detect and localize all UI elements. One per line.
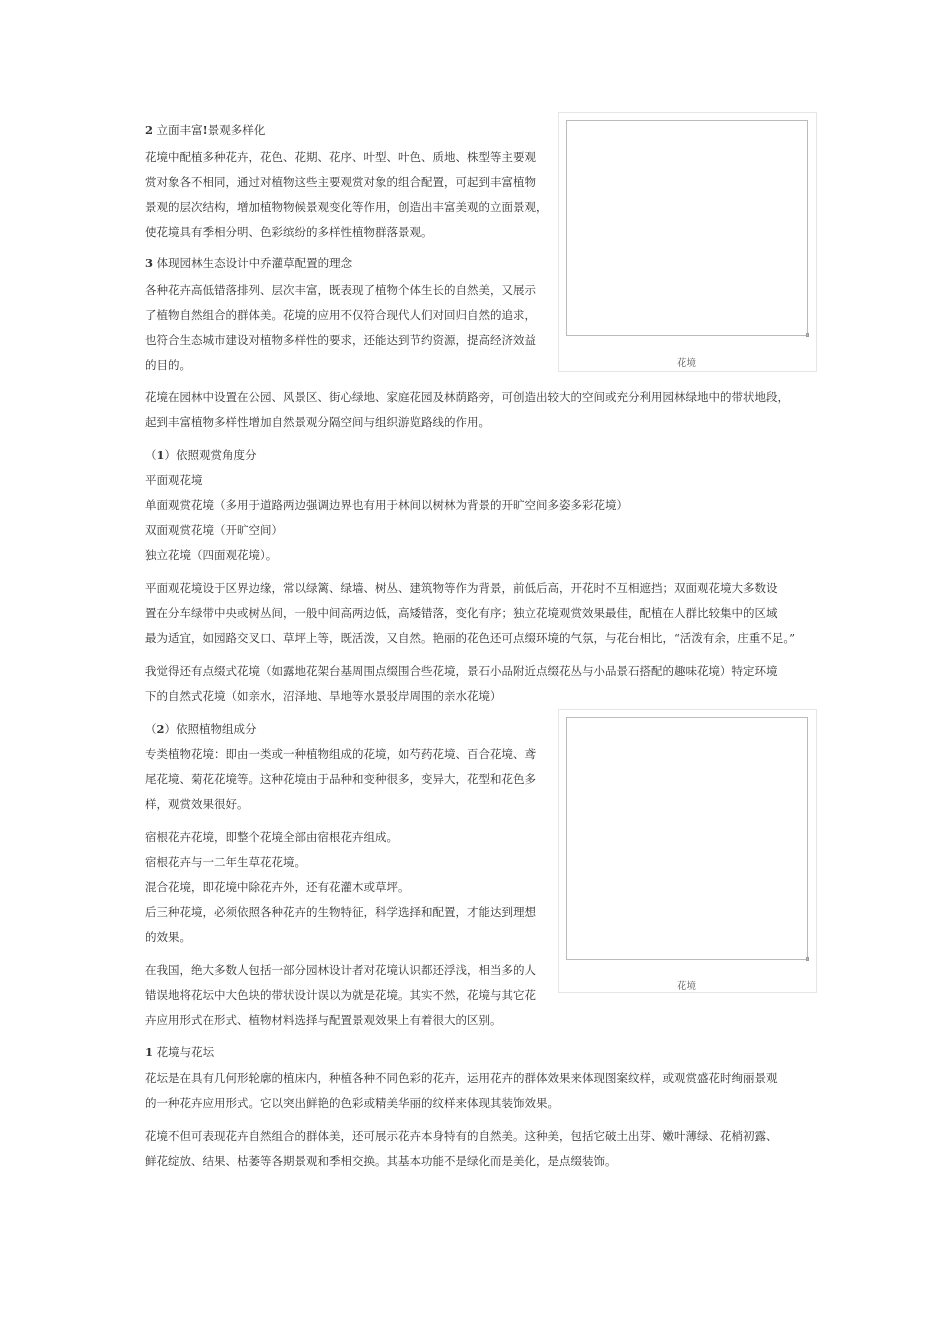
heading-number: 3 [145, 256, 154, 270]
resize-handle-icon [806, 333, 809, 337]
text-line: 花坛是在具有几何形轮廓的植床内，种植各种不同色彩的花卉，运用花卉的群体效果来体现图案纹样，或观赏盛花时绚丽景观 [145, 1071, 778, 1085]
list-item: 独立花境（四面观花境）。 [145, 548, 278, 562]
paragraph-usage [145, 385, 789, 435]
heading-text: 体现园林生态设计中乔灌草配置的理念 [156, 256, 353, 270]
paragraph-flower-border [145, 1124, 778, 1174]
image-placeholder [566, 717, 808, 960]
text-line: 花境不但可表现花卉自然组合的群体美，还可展示花卉本身特有的自然美。这种美，包括它破土出芽、嫩叶薄绿、花梢初露、 [145, 1129, 778, 1143]
text-line: 尾花境、菊花花境等。这种花境由于品种和变种很多，变异大，花型和花色多 [145, 772, 536, 786]
heading-text-rest: 景观多样化 [207, 123, 266, 137]
heading-number: 2 [145, 123, 154, 137]
figure-flower-border-1 [558, 112, 817, 372]
text-line: 花境中配植多种花卉，花色、花期、花序、叶型、叶色、质地、株型等主要观 [145, 150, 536, 164]
paragraph-plane-border [145, 576, 795, 651]
heading-mark: ! [202, 123, 208, 137]
text-line: 各种花卉高低错落排列、层次丰富，既表现了植物个体生长的自然美，又展示 [145, 283, 536, 297]
text-line: 后三种花境，必须依照各种花卉的生物特征，科学选择和配置，才能达到理想 [145, 905, 536, 919]
figure-caption: 花境 [677, 981, 697, 992]
text-line: 的效果。 [145, 930, 191, 944]
figure-flower-border-2 [558, 709, 817, 993]
text-line: 也符合生态城市建设对植物多样性的要求，还能达到节约资源，提高经济效益 [145, 333, 536, 347]
resize-handle-icon [806, 957, 809, 961]
heading-text: 立面丰富 [156, 123, 203, 137]
text-line: 最为适宜，如园路交叉口、草坪上等，既活泼，又自然。艳丽的花色还可点缀环境的气氛，与花台相比，“活泼有余，庄重不足。” [145, 631, 796, 645]
text-line: 的一种花卉应用形式。它以突出鲜艳的色彩或精美华丽的纹样来体现其装饰效果。 [145, 1096, 559, 1110]
heading-section-3 [145, 251, 352, 276]
heading-number: 2 [156, 722, 165, 736]
text-line: 下的自然式花境（如亲水，沼泽地、旱地等水景驳岸周围的亲水花境） [145, 689, 502, 703]
list-item: 双面观赏花境（开旷空间） [145, 523, 283, 537]
list-item: 单面观赏花境（多用于道路两边强调边界也有用于林间以树林为背景的开旷空间多姿多彩花境） [145, 498, 628, 512]
text-line: 花境在园林中设置在公园、风景区、街心绿地、家庭花园及林荫路旁，可创造出较大的空间或充分利用园林绿地中的带状地段， [145, 390, 789, 404]
heading-by-viewing-angle [145, 443, 257, 468]
heading-number: 1 [145, 1045, 154, 1059]
figure-caption: 花境 [677, 358, 697, 369]
paragraph-specialty-border [145, 742, 536, 817]
list-item: 混合花境，即花境中除花卉外，还有花灌木或草坪。 [145, 880, 410, 894]
paragraph-latter-three [145, 900, 536, 950]
paragraph-flower-bed [145, 1066, 778, 1116]
paragraph-facade [145, 145, 548, 245]
list-item: 平面观花境 [145, 473, 203, 487]
text-line: 在我国，绝大多数人包括一部分园林设计者对花境认识都还浮浅，相当多的人 [145, 963, 536, 977]
paragraph-in-china [145, 958, 536, 1033]
heading-border-vs-bed [145, 1040, 214, 1065]
heading-open: （ [145, 448, 157, 462]
heading-section-2 [145, 118, 265, 143]
paragraph-ecology [145, 278, 536, 378]
list-plant-types [145, 825, 410, 900]
text-line: 样，观赏效果很好。 [145, 797, 249, 811]
image-placeholder [566, 120, 808, 336]
list-viewing-types [145, 468, 628, 568]
text-line: 置在分车绿带中央或树丛间，一般中间高两边低，高矮错落，变化有序；独立花境观赏效果最佳，配植在人群比较集中的区域 [145, 606, 778, 620]
heading-text: 花境与花坛 [156, 1045, 215, 1059]
text-line: 错误地将花坛中大色块的带状设计误以为就是花境。其实不然，花境与其它花 [145, 988, 536, 1002]
text-line: 我觉得还有点缀式花境（如露地花架台基周围点缀围合些花境，景石小品附近点缀花丛与小品景石搭配的趣味花境）特定环境 [145, 664, 778, 678]
text-line: 赏对象各不相同，通过对植物这些主要观赏对象的组合配置，可起到丰富植物 [145, 175, 536, 189]
list-item: 宿根花卉与一二年生草花花境。 [145, 855, 306, 869]
text-line: 卉应用形式在形式、植物材料选择与配置景观效果上有着很大的区别。 [145, 1013, 502, 1027]
paragraph-dot-border [145, 659, 778, 709]
heading-open: （ [145, 722, 157, 736]
text-line: 的目的。 [145, 358, 191, 372]
heading-text: ）依照观赏角度分 [164, 448, 257, 462]
text-line: 专类植物花境：即由一类或一种植物组成的花境，如芍药花境、百合花境、鸢 [145, 747, 536, 761]
list-item: 宿根花卉花境，即整个花境全部由宿根花卉组成。 [145, 830, 398, 844]
heading-text: ）依照植物组成分 [164, 722, 257, 736]
text-line: 鲜花绽放、结果、枯萎等各期景观和季相交换。其基本功能不是绿化而是美化，是点缀装饰。 [145, 1154, 617, 1168]
text-line: 使花境具有季相分明、色彩缤纷的多样性植物群落景观。 [145, 225, 433, 239]
text-line: 了植物自然组合的群体美。花境的应用不仅符合现代人们对回归自然的追求， [145, 308, 536, 322]
heading-number: 1 [156, 448, 165, 462]
text-line: 景观的层次结构，增加植物物候景观变化等作用，创造出丰富美观的立面景观， [145, 200, 548, 214]
text-line: 起到丰富植物多样性增加自然景观分隔空间与组织游览路线的作用。 [145, 415, 490, 429]
heading-by-plant-composition [145, 717, 257, 742]
text-line: 平面观花境设于区界边缘，常以绿篱、绿墙、树丛、建筑物等作为背景，前低后高，开花时不互相遮挡；双面观花境大多数设 [145, 581, 778, 595]
